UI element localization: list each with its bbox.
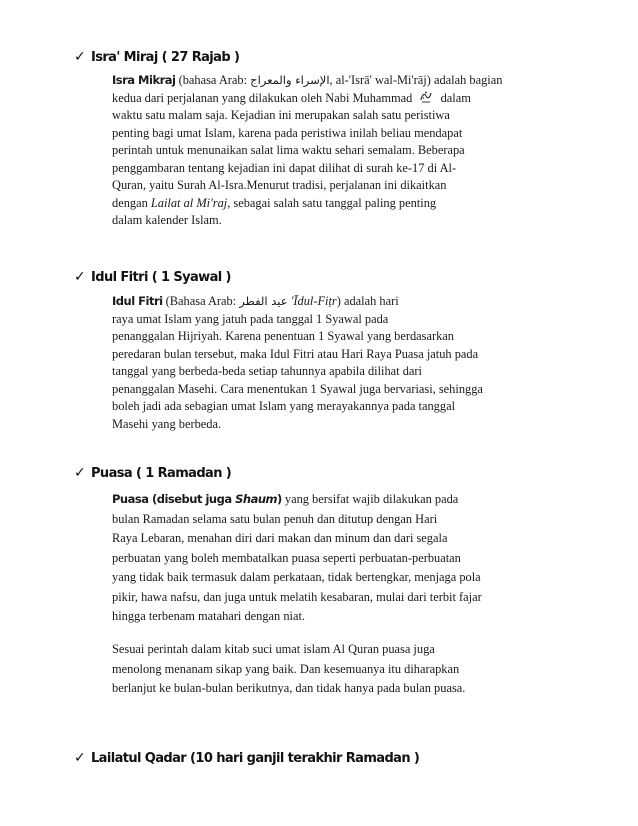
lead-term: ) bbox=[277, 492, 282, 506]
paragraph-line: bulan Ramadan selama satu bulan penuh dan ditutup dengan Hari bbox=[112, 511, 438, 526]
paragraph-puasa-2 bbox=[112, 640, 564, 699]
heading-text: Puasa ( 1 Ramadan ) bbox=[91, 466, 232, 481]
heading-isra-miraj bbox=[74, 49, 240, 65]
text: dalam bbox=[440, 90, 471, 105]
lead-term: Idul Fitri bbox=[112, 294, 163, 308]
text: dengan bbox=[112, 195, 151, 210]
paragraph-line bbox=[112, 90, 564, 108]
paragraph-line: penanggalan Masehi. Cara menentukan 1 Syawal juga bervariasi, sehingga bbox=[112, 381, 483, 396]
paragraph-line: yang tidak baik termasuk dalam perkataan, tidak bertengkar, menjaga pola bbox=[112, 570, 481, 584]
checkmark-icon: ✓ bbox=[74, 269, 86, 285]
heading-text: Isra' Miraj ( 27 Rajab ) bbox=[91, 50, 240, 65]
lead-italic-term: Shaum bbox=[235, 492, 278, 506]
checkmark-icon: ✓ bbox=[74, 49, 86, 65]
heading-text: Lailatul Qadar (10 hari ganjil terakhir Ramadan ) bbox=[91, 751, 420, 766]
paragraph-line: Raya Lebaran, menahan diri dari makan dan minum dan dari segala bbox=[112, 531, 448, 545]
paragraph-line: dalam kalender Islam. bbox=[112, 213, 222, 227]
paragraph-line: waktu satu malam saja. Kejadian ini merupakan salah satu peristiwa bbox=[112, 108, 450, 122]
paragraph-line: raya umat Islam yang jatuh pada tanggal 1 Syawal pada bbox=[112, 311, 389, 326]
paragraph-line: berlanjut ke bulan-bulan berikutnya, dan tidak hanya pada bulan puasa. bbox=[112, 681, 466, 695]
text: , sebagai salah satu tanggal paling penting bbox=[227, 195, 437, 210]
paragraph-idul-fitri bbox=[112, 293, 564, 433]
paragraph-line: tanggal yang berbeda-beda setiap tahunnya apabila dilihat dari bbox=[112, 364, 422, 378]
checkmark-icon: ✓ bbox=[74, 465, 86, 481]
salawat-ligature-icon bbox=[419, 90, 433, 104]
italic-term: Lailat al Mi'raj bbox=[150, 195, 228, 210]
paragraph-line bbox=[112, 490, 564, 510]
paragraph-line: hingga terbenam matahari dengan niat. bbox=[112, 609, 306, 623]
paragraph-line: peredaran bulan tersebut, maka Idul Fitri atau Hari Raya Puasa jatuh pada bbox=[112, 346, 479, 361]
lead-term: Isra Mikraj bbox=[112, 73, 176, 87]
text: yang bersifat wajib dilakukan pada bbox=[281, 492, 459, 506]
lead-term: Puasa (disebut juga bbox=[112, 492, 236, 506]
paragraph-line: perintah untuk menunaikan salat lima waktu sehari semalam. Beberapa bbox=[112, 143, 465, 157]
text: , al-'Isrā' wal-Mi'rāj) adalah bagian bbox=[329, 73, 503, 87]
text: (Bahasa Arab: bbox=[162, 294, 240, 308]
paragraph-line: perbuatan yang boleh membatalkan puasa seperti perbuatan-perbuatan bbox=[112, 550, 461, 565]
paragraph-line: Sesuai perintah dalam kitab suci umat islam Al Quran puasa juga bbox=[112, 642, 435, 656]
paragraph-line: Masehi yang berbeda. bbox=[112, 416, 222, 431]
italic-term: 'Īdul-Fiṭr bbox=[290, 294, 337, 308]
paragraph-isra-miraj bbox=[112, 72, 564, 230]
paragraph-line: pikir, hawa nafsu, dan juga untuk melatih kesabaran, mulai dari terbit fajar bbox=[112, 589, 482, 604]
text: (bahasa Arab: bbox=[175, 73, 251, 87]
paragraph-line: penting bagi umat Islam, karena pada peristiwa inilah beliau mendapat bbox=[112, 125, 463, 140]
arabic-term: عيد الفطر bbox=[239, 294, 288, 308]
heading-lailatul-qadar bbox=[74, 750, 420, 766]
text: ) adalah hari bbox=[336, 294, 399, 308]
text: kedua dari perjalanan yang dilakukan oleh Nabi Muhammad bbox=[112, 90, 413, 105]
arabic-term: الإسراء والمعراج bbox=[250, 73, 330, 87]
paragraph-line: Quran, yaitu Surah Al-Isra.Menurut tradisi, perjalanan ini dikaitkan bbox=[112, 178, 447, 192]
heading-puasa bbox=[74, 465, 232, 481]
paragraph-line bbox=[112, 293, 564, 311]
paragraph-line: penanggalan Hijriyah. Karena penentuan 1 Syawal yang berdasarkan bbox=[112, 329, 454, 343]
paragraph-line: boleh jadi ada sebagian umat Islam yang merayakannya pada tanggal bbox=[112, 399, 456, 413]
heading-text: Idul Fitri ( 1 Syawal ) bbox=[91, 270, 231, 285]
paragraph-line bbox=[112, 195, 564, 213]
heading-idul-fitri bbox=[74, 269, 231, 285]
paragraph-line: penggambaran tentang kejadian ini dapat dilihat di surah ke-17 di Al- bbox=[112, 160, 457, 175]
paragraph-puasa bbox=[112, 490, 564, 627]
paragraph-line bbox=[112, 72, 564, 90]
paragraph-line: menolong menanam sikap yang baik. Dan kesemuanya itu diharapkan bbox=[112, 661, 460, 676]
checkmark-icon: ✓ bbox=[74, 750, 86, 766]
